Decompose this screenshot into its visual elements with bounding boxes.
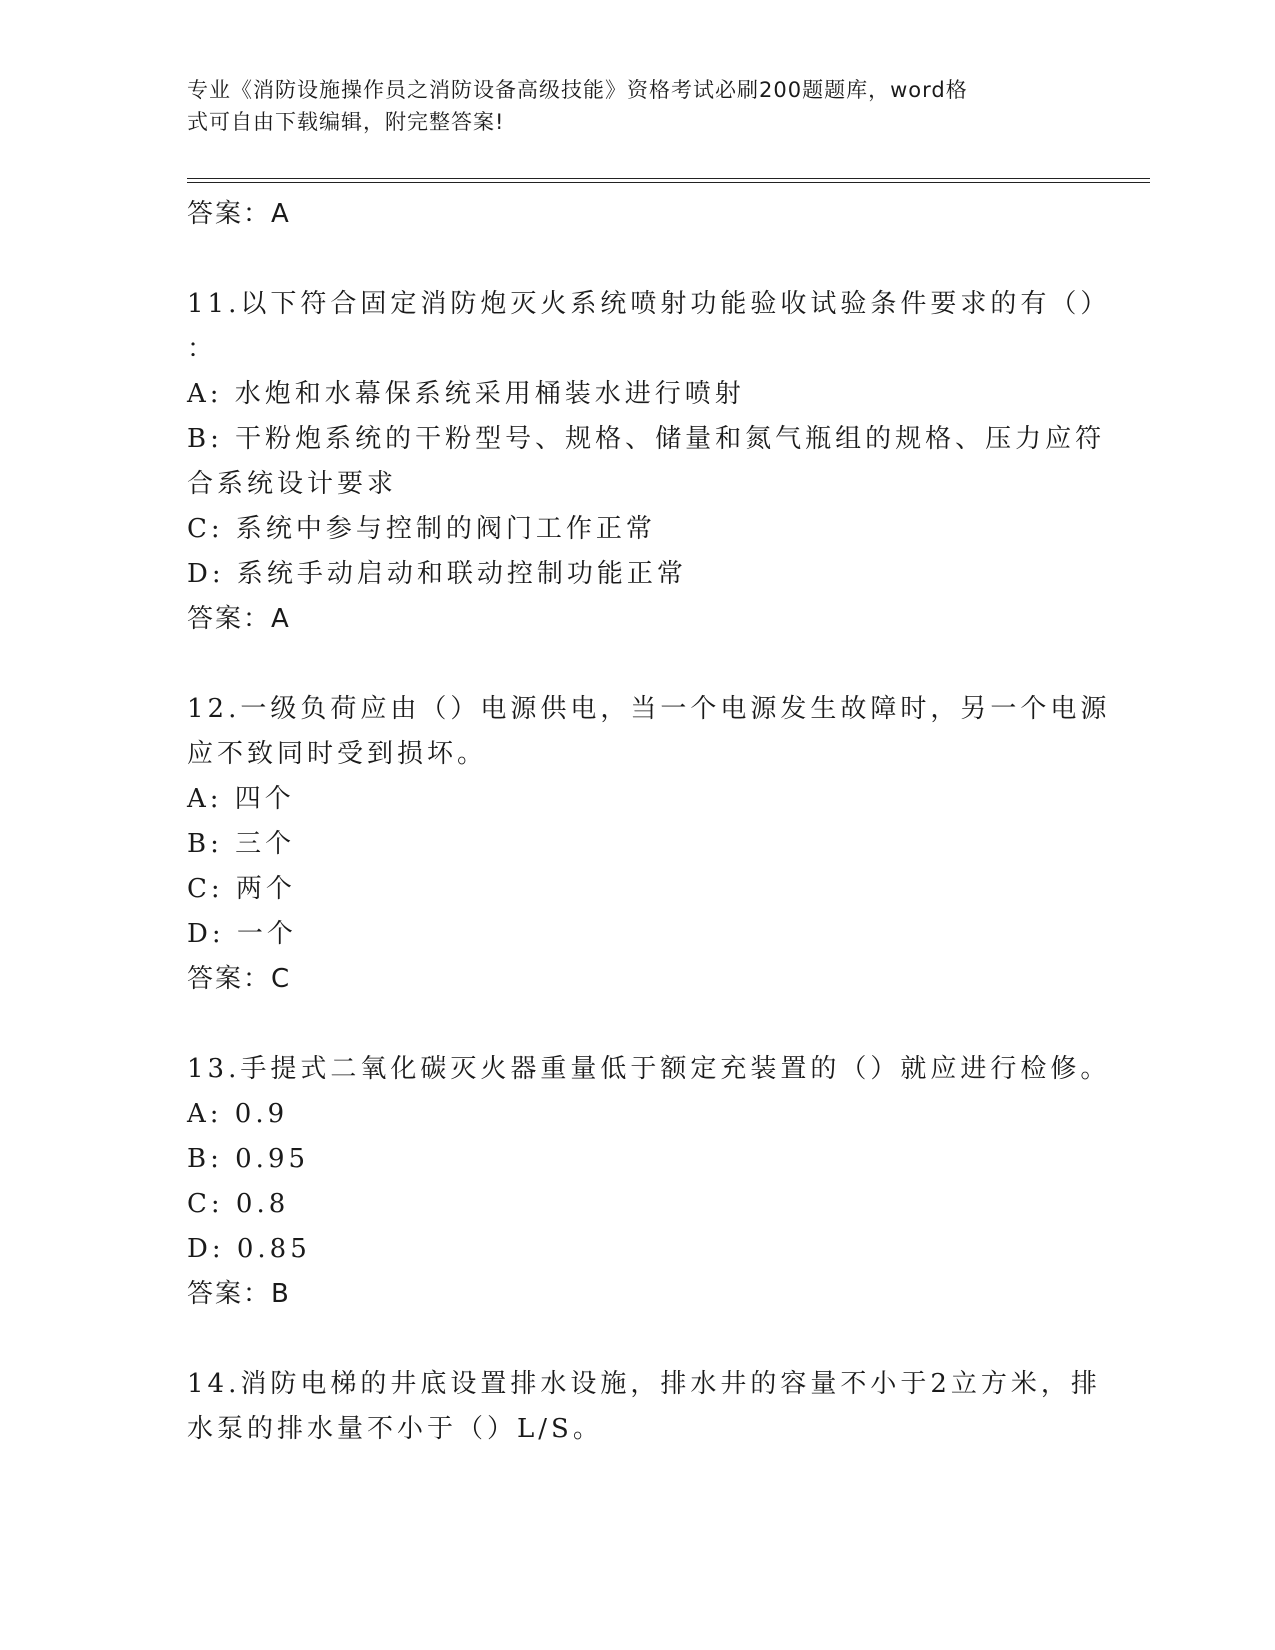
option-b: B: 0.95 — [187, 1144, 310, 1174]
header-line-2: 式可自由下载编辑，附完整答案! — [187, 110, 505, 134]
question-text: 应不致同时受到损坏。 — [187, 739, 488, 769]
header-rule-bottom — [187, 182, 1150, 183]
question-block — [187, 1362, 1101, 1452]
question-block — [187, 687, 1111, 1002]
option-c: C: 0.8 — [187, 1189, 290, 1219]
answer-line: 答案：B — [187, 1279, 291, 1309]
header-rule-top — [187, 178, 1150, 179]
answer-line: 答案：A — [187, 604, 291, 634]
question-text: ： — [187, 334, 218, 364]
question-text: 水泵的排水量不小于（）L/S。 — [187, 1414, 603, 1444]
question-block — [187, 1047, 1111, 1317]
option-a: A: 水炮和水幕保系统采用桶装水进行喷射 — [187, 379, 745, 409]
option-c: C: 系统中参与控制的阀门工作正常 — [187, 514, 656, 544]
question-text: 12.一级负荷应由（）电源供电，当一个电源发生故障时，另一个电源 — [187, 694, 1111, 724]
option-a: A: 四个 — [187, 784, 295, 814]
option-a: A: 0.9 — [187, 1099, 289, 1129]
question-list — [187, 192, 1111, 1452]
option-c: C: 两个 — [187, 874, 296, 904]
option-d: D: 系统手动启动和联动控制功能正常 — [187, 559, 687, 589]
option-d: D: 一个 — [187, 919, 297, 949]
answer-line: 答案：A — [187, 199, 291, 229]
header-line-1: 专业《消防设施操作员之消防设备高级技能》资格考试必刷200题题库，word格 — [187, 78, 968, 102]
question-block — [187, 282, 1111, 642]
question-text: 11.以下符合固定消防炮灭火系统喷射功能验收试验条件要求的有（） — [187, 289, 1111, 319]
document-header — [187, 74, 1057, 138]
question-text: 14.消防电梯的井底设置排水设施，排水井的容量不小于2立方米，排 — [187, 1369, 1101, 1399]
option-b: 合系统设计要求 — [187, 469, 398, 499]
answer-line: 答案：C — [187, 964, 292, 994]
option-b: B: 干粉炮系统的干粉型号、规格、储量和氮气瓶组的规格、压力应符 — [187, 424, 1106, 454]
option-d: D: 0.85 — [187, 1234, 311, 1264]
question-text: 13.手提式二氧化碳灭火器重量低于额定充装置的（）就应进行检修。 — [187, 1054, 1111, 1084]
option-b: B: 三个 — [187, 829, 296, 859]
